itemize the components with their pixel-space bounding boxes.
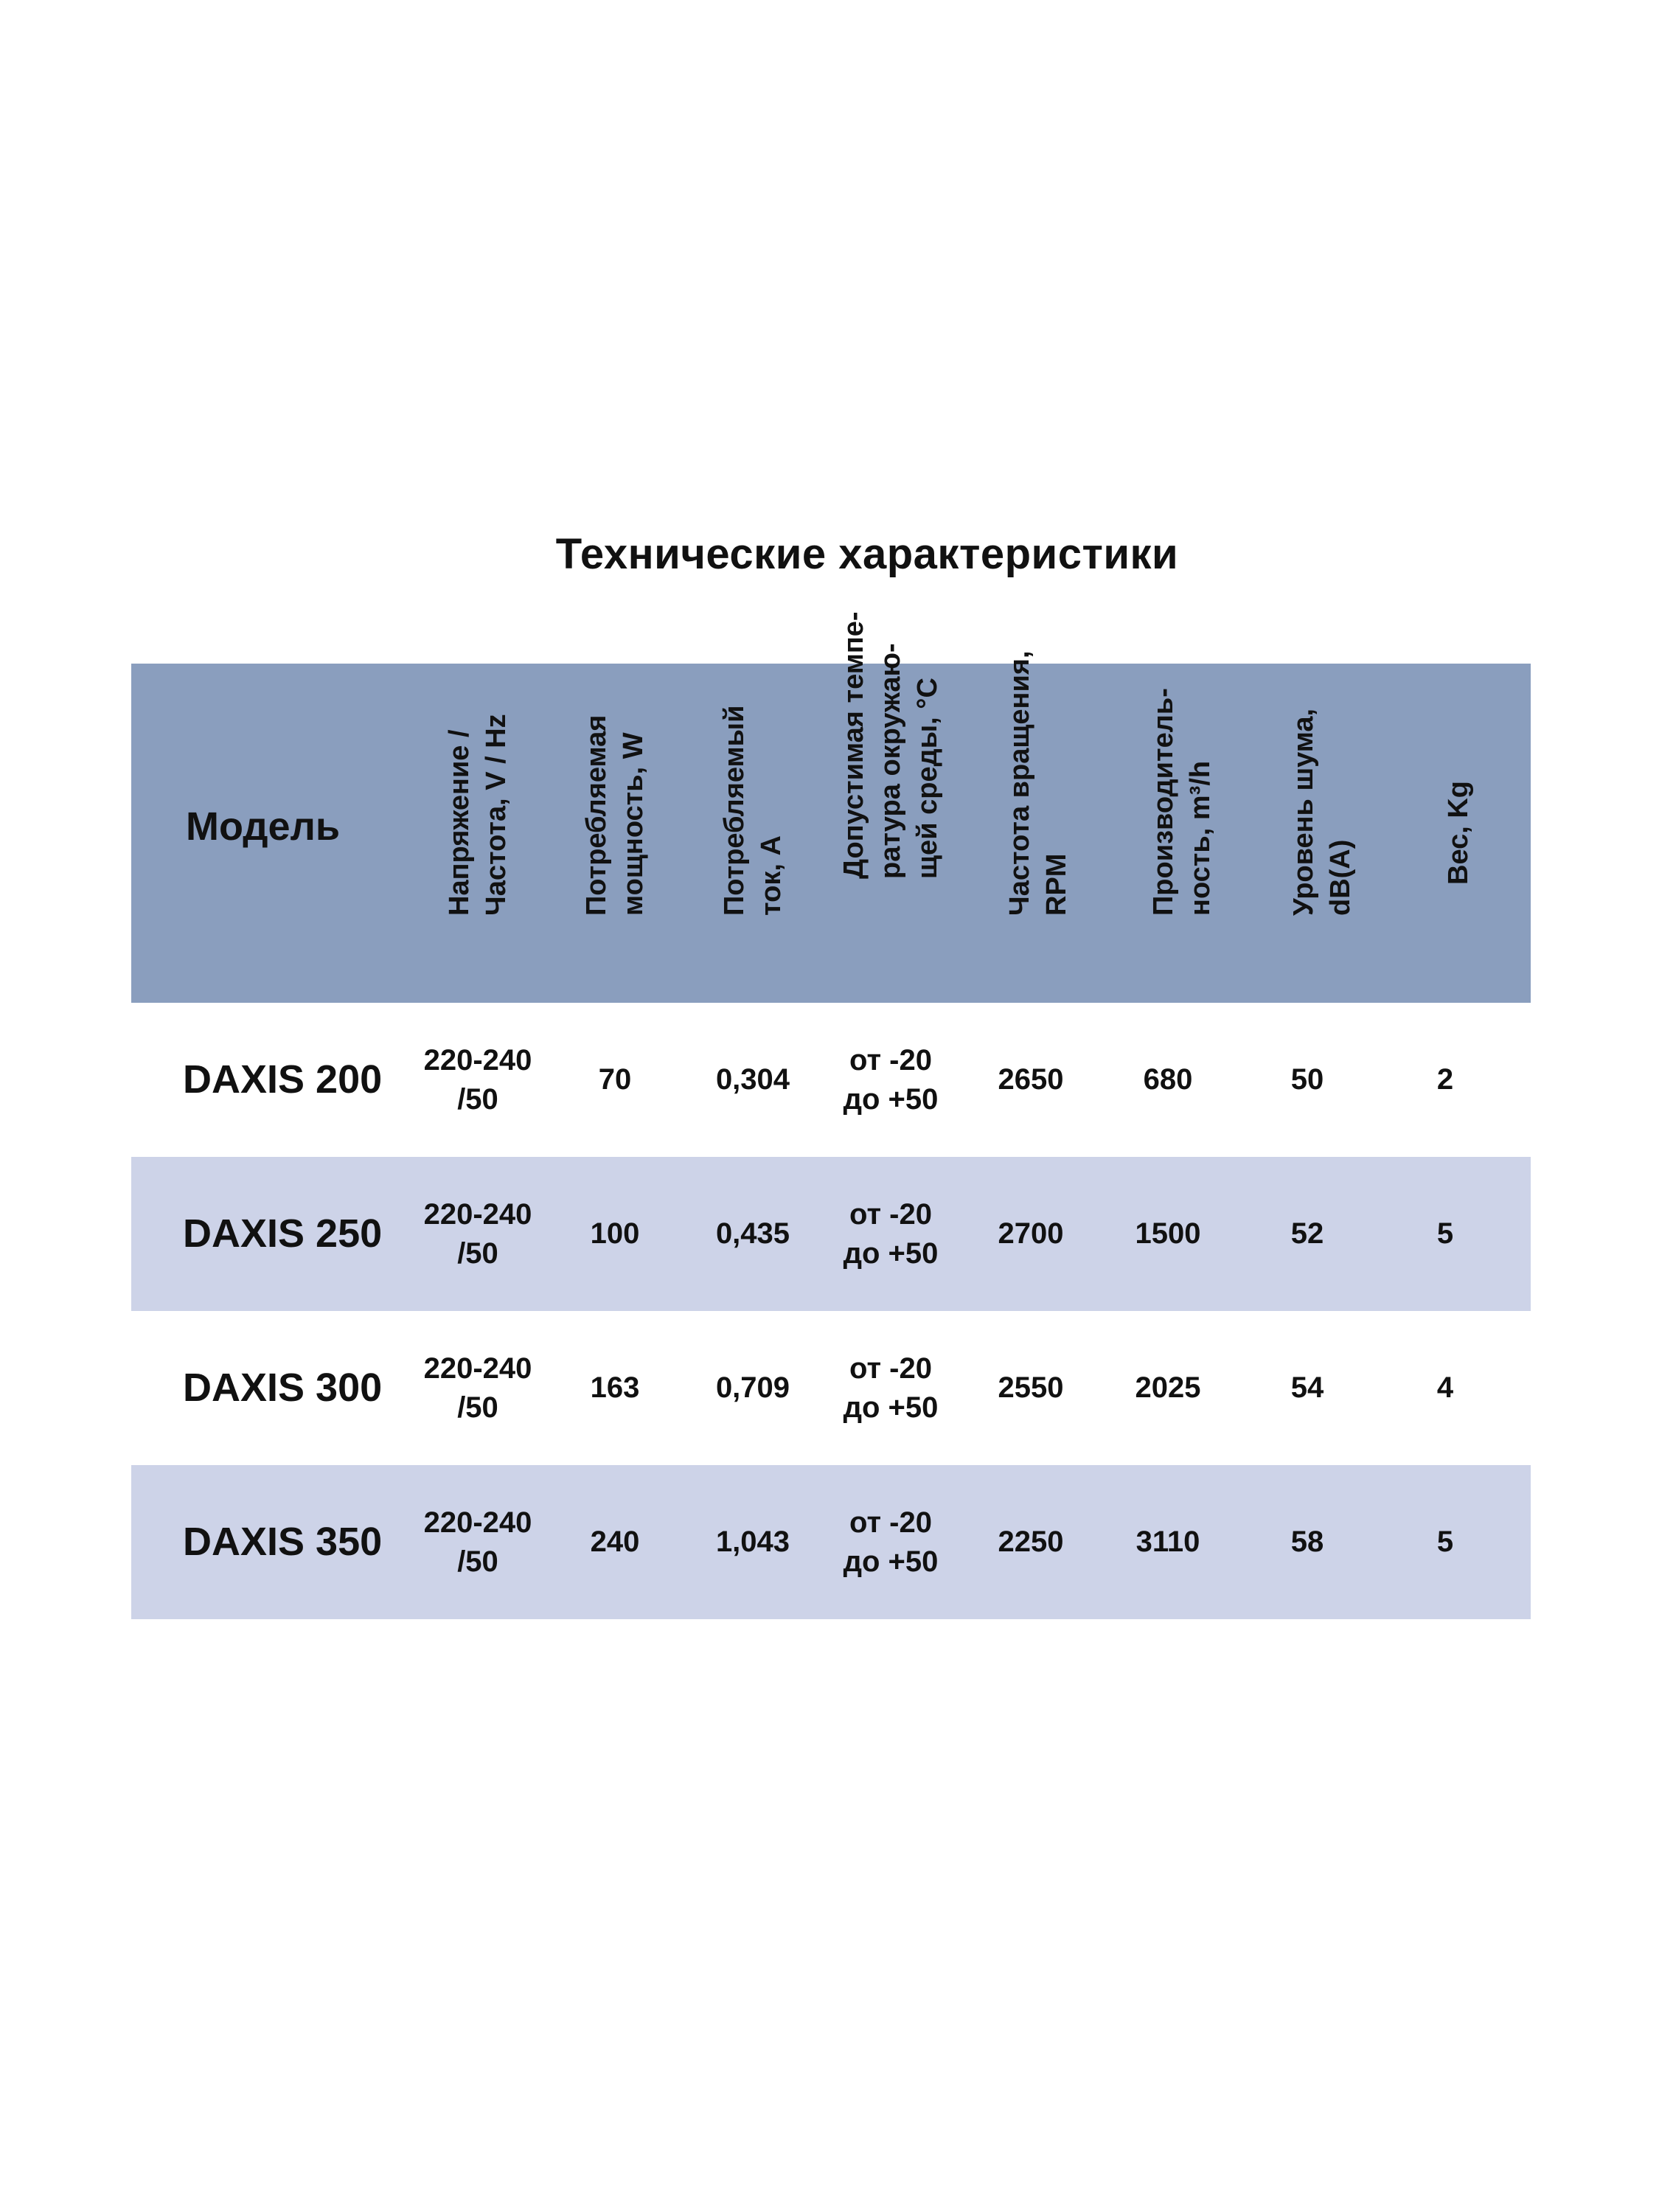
header-power-line1: Потребляемая [581, 714, 612, 916]
cell-noise: 54 [1290, 1371, 1324, 1405]
cell-temperature [824, 1311, 957, 1465]
cell-voltage [411, 1157, 544, 1311]
header-voltage [411, 664, 544, 1003]
cell-current: 0,435 [715, 1217, 790, 1251]
header-rpm-line2: RPM [1041, 853, 1073, 916]
cell-temperature-line1: от -20 [849, 1043, 932, 1077]
cell-rpm: 2700 [998, 1217, 1064, 1251]
header-current [686, 664, 819, 1003]
header-airflow-line1: Производитель- [1148, 687, 1179, 916]
header-weight-line1: Вес, Kg [1443, 780, 1474, 885]
cell-power: 240 [590, 1526, 640, 1559]
header-airflow [1116, 664, 1248, 1003]
cell-voltage-line2: /50 [457, 1082, 498, 1116]
header-temperature-line3: щей среды, °С [912, 677, 944, 879]
cell-noise: 58 [1290, 1526, 1324, 1559]
header-temperature [824, 611, 957, 1003]
cell-model: DAXIS 200 [183, 1057, 383, 1102]
header-rpm [972, 650, 1105, 1003]
cell-voltage-line2: /50 [457, 1237, 498, 1270]
table-row [131, 1157, 1531, 1311]
spec-table [131, 611, 1531, 1619]
header-noise-line1: Уровень шума, [1288, 708, 1319, 916]
cell-model: DAXIS 300 [183, 1365, 383, 1410]
cell-temperature-line2: до +50 [843, 1237, 939, 1270]
cell-voltage-line2: /50 [457, 1391, 498, 1424]
cell-temperature-line1: от -20 [849, 1197, 932, 1231]
header-airflow-line2: ность, m³/h [1185, 760, 1217, 916]
cell-power: 70 [598, 1063, 632, 1096]
cell-temperature-line1: от -20 [849, 1506, 932, 1539]
cell-temperature-line2: до +50 [843, 1082, 939, 1116]
header-voltage-line2: Частота, V / Hz [481, 714, 512, 916]
header-temperature-line2: ратура окружаю- [875, 642, 907, 879]
cell-voltage [411, 1003, 544, 1157]
cell-voltage [411, 1311, 544, 1465]
cell-model: DAXIS 350 [183, 1519, 383, 1564]
header-weight [1392, 664, 1525, 1003]
cell-airflow: 680 [1143, 1063, 1193, 1096]
cell-voltage-line1: 220-240 [423, 1197, 532, 1231]
header-model: Модель [186, 804, 341, 849]
cell-airflow: 2025 [1135, 1371, 1201, 1405]
cell-voltage-line1: 220-240 [423, 1043, 532, 1077]
cell-power: 100 [590, 1217, 640, 1251]
table-header [131, 611, 1531, 1003]
cell-voltage-line2: /50 [457, 1545, 498, 1578]
header-voltage-line1: Напряжение / [444, 729, 475, 916]
cell-rpm: 2650 [998, 1063, 1064, 1096]
cell-temperature [824, 1157, 957, 1311]
page-title: Технические характеристики [555, 530, 1179, 578]
cell-current: 1,043 [715, 1526, 790, 1559]
cell-weight: 4 [1436, 1371, 1454, 1405]
cell-weight: 2 [1436, 1063, 1454, 1096]
header-rpm-line1: Частота вращения, [1004, 650, 1035, 916]
header-noise [1256, 664, 1388, 1003]
header-power [549, 664, 681, 1003]
cell-current: 0,304 [715, 1063, 790, 1096]
cell-current: 0,709 [715, 1371, 790, 1405]
cell-voltage [411, 1465, 544, 1619]
cell-airflow: 1500 [1135, 1217, 1201, 1251]
cell-airflow: 3110 [1135, 1526, 1200, 1559]
cell-temperature [824, 1465, 957, 1619]
cell-weight: 5 [1436, 1217, 1454, 1251]
header-current-line2: ток, А [756, 835, 787, 916]
cell-temperature-line2: до +50 [843, 1391, 939, 1424]
cell-temperature [824, 1003, 957, 1157]
header-noise-line2: dB(A) [1325, 839, 1357, 916]
cell-noise: 52 [1290, 1217, 1324, 1251]
header-temperature-line1: Допустимая темпе- [838, 611, 869, 879]
cell-rpm: 2250 [998, 1526, 1064, 1559]
table-row [131, 1003, 1531, 1157]
cell-rpm: 2550 [998, 1371, 1064, 1405]
cell-voltage-line1: 220-240 [423, 1506, 532, 1539]
cell-weight: 5 [1436, 1526, 1454, 1559]
table-row [131, 1465, 1531, 1619]
header-current-line1: Потребляемый [719, 705, 750, 916]
cell-temperature-line2: до +50 [843, 1545, 939, 1578]
cell-model: DAXIS 250 [183, 1211, 383, 1256]
cell-voltage-line1: 220-240 [423, 1352, 532, 1385]
cell-temperature-line1: от -20 [849, 1352, 932, 1385]
header-power-line2: мощность, W [618, 732, 650, 916]
cell-noise: 50 [1290, 1063, 1324, 1096]
cell-power: 163 [590, 1371, 640, 1405]
table-row [131, 1311, 1531, 1465]
